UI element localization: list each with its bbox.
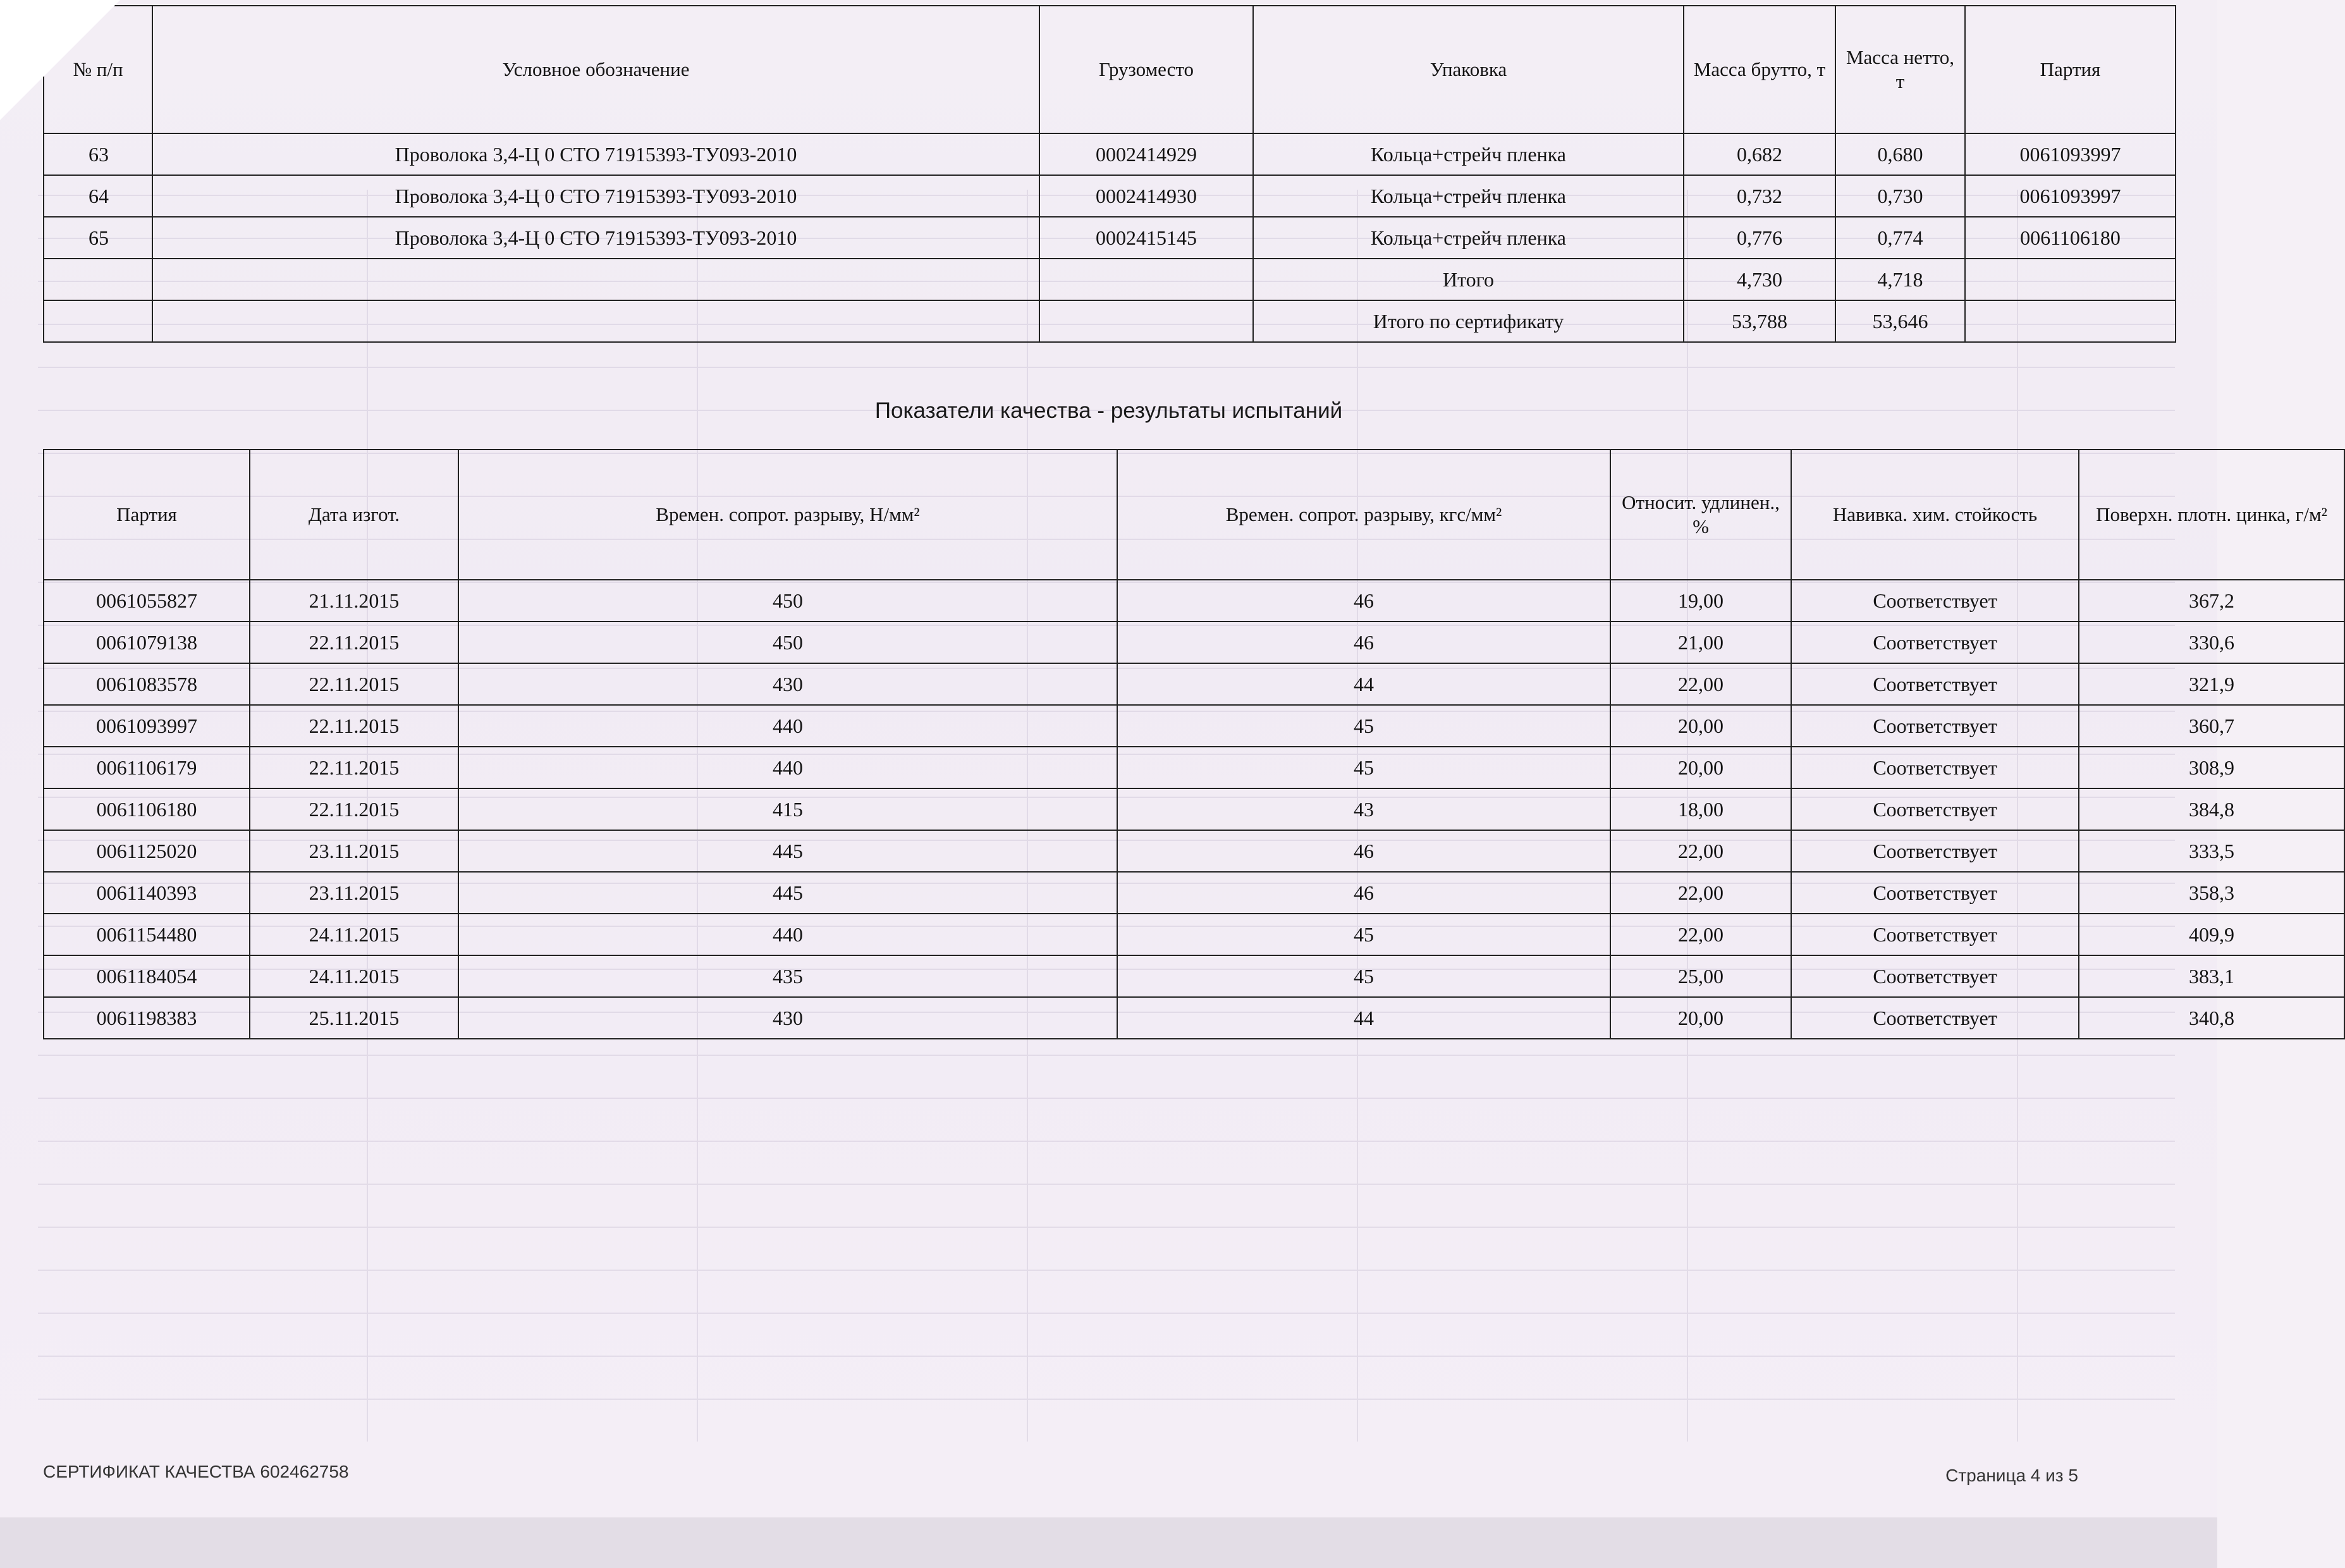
cargo-place: 0002414929 [1039,133,1253,175]
zinc-density: 333,5 [2079,830,2344,872]
manufacture-date: 24.11.2015 [250,955,458,997]
col-header-cargo-place: Грузоместо [1039,6,1253,133]
manufacture-date: 22.11.2015 [250,747,458,788]
page-number: Страница 4 из 5 [1945,1466,2078,1485]
zinc-density: 321,9 [2079,663,2344,705]
winding-resistance: Соответствует [1791,914,2079,955]
tensile-n: 440 [458,705,1117,747]
col-header-tensile-kgf: Времен. сопрот. разрыву, кгс/мм² [1117,450,1610,580]
tensile-n: 440 [458,914,1117,955]
batch: 0061184054 [44,955,250,997]
winding-resistance: Соответствует [1791,663,2079,705]
batch: 0061140393 [44,872,250,914]
tensile-kgf: 46 [1117,872,1610,914]
elongation: 22,00 [1610,872,1791,914]
col-header-zinc-density: Поверхн. плотн. цинка, г/м² [2079,450,2344,580]
table-row [44,175,2176,217]
tensile-kgf: 44 [1117,663,1610,705]
elongation: 25,00 [1610,955,1791,997]
tensile-n: 435 [458,955,1117,997]
table-row [44,872,2344,914]
quality-table [43,449,2345,1039]
certificate-total-gross: 53,788 [1684,300,1835,342]
winding-resistance: Соответствует [1791,622,2079,663]
table-row [44,955,2344,997]
col-header-elongation: Относит. удлинен., % [1610,450,1791,580]
batch: 0061083578 [44,663,250,705]
winding-resistance: Соответствует [1791,705,2079,747]
manufacture-date: 22.11.2015 [250,705,458,747]
col-header-number: № п/п [44,6,152,133]
batch: 0061106180 [1965,217,2176,259]
designation: Проволока 3,4-Ц 0 СТО 71915393-ТУ093-2010 [152,133,1039,175]
manufacture-date: 23.11.2015 [250,872,458,914]
tensile-n: 445 [458,872,1117,914]
total-net: 4,718 [1835,259,1965,300]
winding-resistance: Соответствует [1791,955,2079,997]
gross-mass: 0,732 [1684,175,1835,217]
elongation: 18,00 [1610,788,1791,830]
total-row [44,259,2176,300]
batch: 0061106180 [44,788,250,830]
tensile-n: 445 [458,830,1117,872]
batch: 0061093997 [44,705,250,747]
col-header-net-mass: Масса нетто, т [1835,6,1965,133]
cargo-place: 0002415145 [1039,217,1253,259]
empty-cell [152,300,1039,342]
zinc-density: 409,9 [2079,914,2344,955]
batch: 0061055827 [44,580,250,622]
net-mass: 0,774 [1835,217,1965,259]
manufacture-date: 21.11.2015 [250,580,458,622]
designation: Проволока 3,4-Ц 0 СТО 71915393-ТУ093-2010 [152,217,1039,259]
winding-resistance: Соответствует [1791,747,2079,788]
table-row [44,914,2344,955]
certificate-total-label: Итого по сертификату [1253,300,1684,342]
scan-edge [0,1517,2217,1568]
tensile-kgf: 46 [1117,580,1610,622]
table-row [44,580,2344,622]
cargo-place: 0002414930 [1039,175,1253,217]
batch: 0061106179 [44,747,250,788]
col-header-packaging: Упаковка [1253,6,1684,133]
table-row [44,217,2176,259]
zinc-density: 360,7 [2079,705,2344,747]
tensile-kgf: 45 [1117,705,1610,747]
tensile-n: 440 [458,747,1117,788]
table-row [44,830,2344,872]
batch: 0061093997 [1965,133,2176,175]
manufacture-date: 25.11.2015 [250,997,458,1039]
col-header-winding: Навивка. хим. стойкость [1791,450,2079,580]
zinc-density: 308,9 [2079,747,2344,788]
table-row [44,705,2344,747]
table-row [44,747,2344,788]
batch: 0061125020 [44,830,250,872]
batch: 0061093997 [1965,175,2176,217]
quality-table-body [44,580,2344,1039]
empty-cell [1965,300,2176,342]
zinc-density: 367,2 [2079,580,2344,622]
col-header-gross-mass: Масса брутто, т [1684,6,1835,133]
tensile-kgf: 45 [1117,955,1610,997]
net-mass: 0,730 [1835,175,1965,217]
winding-resistance: Соответствует [1791,872,2079,914]
winding-resistance: Соответствует [1791,788,2079,830]
tensile-kgf: 43 [1117,788,1610,830]
total-label: Итого [1253,259,1684,300]
tensile-kgf: 44 [1117,997,1610,1039]
row-number: 64 [44,175,152,217]
manufacture-date: 23.11.2015 [250,830,458,872]
tensile-kgf: 46 [1117,622,1610,663]
shipment-table [43,5,2176,343]
shipment-header-row [44,6,2176,133]
tensile-n: 450 [458,622,1117,663]
winding-resistance: Соответствует [1791,580,2079,622]
certificate-total-row [44,300,2176,342]
empty-cell [44,259,152,300]
empty-cell [152,259,1039,300]
table-row [44,788,2344,830]
tensile-n: 430 [458,663,1117,705]
zinc-density: 358,3 [2079,872,2344,914]
batch: 0061198383 [44,997,250,1039]
col-header-tensile-n: Времен. сопрот. разрыву, Н/мм² [458,450,1117,580]
elongation: 20,00 [1610,997,1791,1039]
elongation: 22,00 [1610,830,1791,872]
folded-corner [0,0,120,120]
manufacture-date: 22.11.2015 [250,663,458,705]
tensile-n: 450 [458,580,1117,622]
certificate-total-net: 53,646 [1835,300,1965,342]
empty-cell [1039,300,1253,342]
packaging: Кольца+стрейч пленка [1253,175,1684,217]
packaging: Кольца+стрейч пленка [1253,217,1684,259]
elongation: 22,00 [1610,914,1791,955]
net-mass: 0,680 [1835,133,1965,175]
col-header-batch: Партия [44,450,250,580]
manufacture-date: 22.11.2015 [250,788,458,830]
row-number: 63 [44,133,152,175]
empty-cell [1039,259,1253,300]
table-row [44,622,2344,663]
zinc-density: 330,6 [2079,622,2344,663]
total-gross: 4,730 [1684,259,1835,300]
tensile-kgf: 45 [1117,747,1610,788]
col-header-designation: Условное обозначение [152,6,1039,133]
row-number: 65 [44,217,152,259]
tensile-kgf: 45 [1117,914,1610,955]
table-row [44,133,2176,175]
tensile-n: 430 [458,997,1117,1039]
batch: 0061079138 [44,622,250,663]
col-header-date: Дата изгот. [250,450,458,580]
certificate-number: СЕРТИФИКАТ КАЧЕСТВА 602462758 [43,1462,349,1481]
gross-mass: 0,682 [1684,133,1835,175]
col-header-batch: Партия [1965,6,2176,133]
zinc-density: 340,8 [2079,997,2344,1039]
elongation: 22,00 [1610,663,1791,705]
elongation: 20,00 [1610,747,1791,788]
tensile-n: 415 [458,788,1117,830]
empty-cell [1965,259,2176,300]
winding-resistance: Соответствует [1791,997,2079,1039]
zinc-density: 384,8 [2079,788,2344,830]
manufacture-date: 22.11.2015 [250,622,458,663]
manufacture-date: 24.11.2015 [250,914,458,955]
empty-cell [44,300,152,342]
quality-section-title: Показатели качества - результаты испытаний [874,398,1343,423]
table-row [44,663,2344,705]
winding-resistance: Соответствует [1791,830,2079,872]
zinc-density: 383,1 [2079,955,2344,997]
quality-header-row [44,450,2344,580]
packaging: Кольца+стрейч пленка [1253,133,1684,175]
elongation: 19,00 [1610,580,1791,622]
elongation: 21,00 [1610,622,1791,663]
table-row [44,997,2344,1039]
batch: 0061154480 [44,914,250,955]
elongation: 20,00 [1610,705,1791,747]
gross-mass: 0,776 [1684,217,1835,259]
designation: Проволока 3,4-Ц 0 СТО 71915393-ТУ093-2010 [152,175,1039,217]
tensile-kgf: 46 [1117,830,1610,872]
